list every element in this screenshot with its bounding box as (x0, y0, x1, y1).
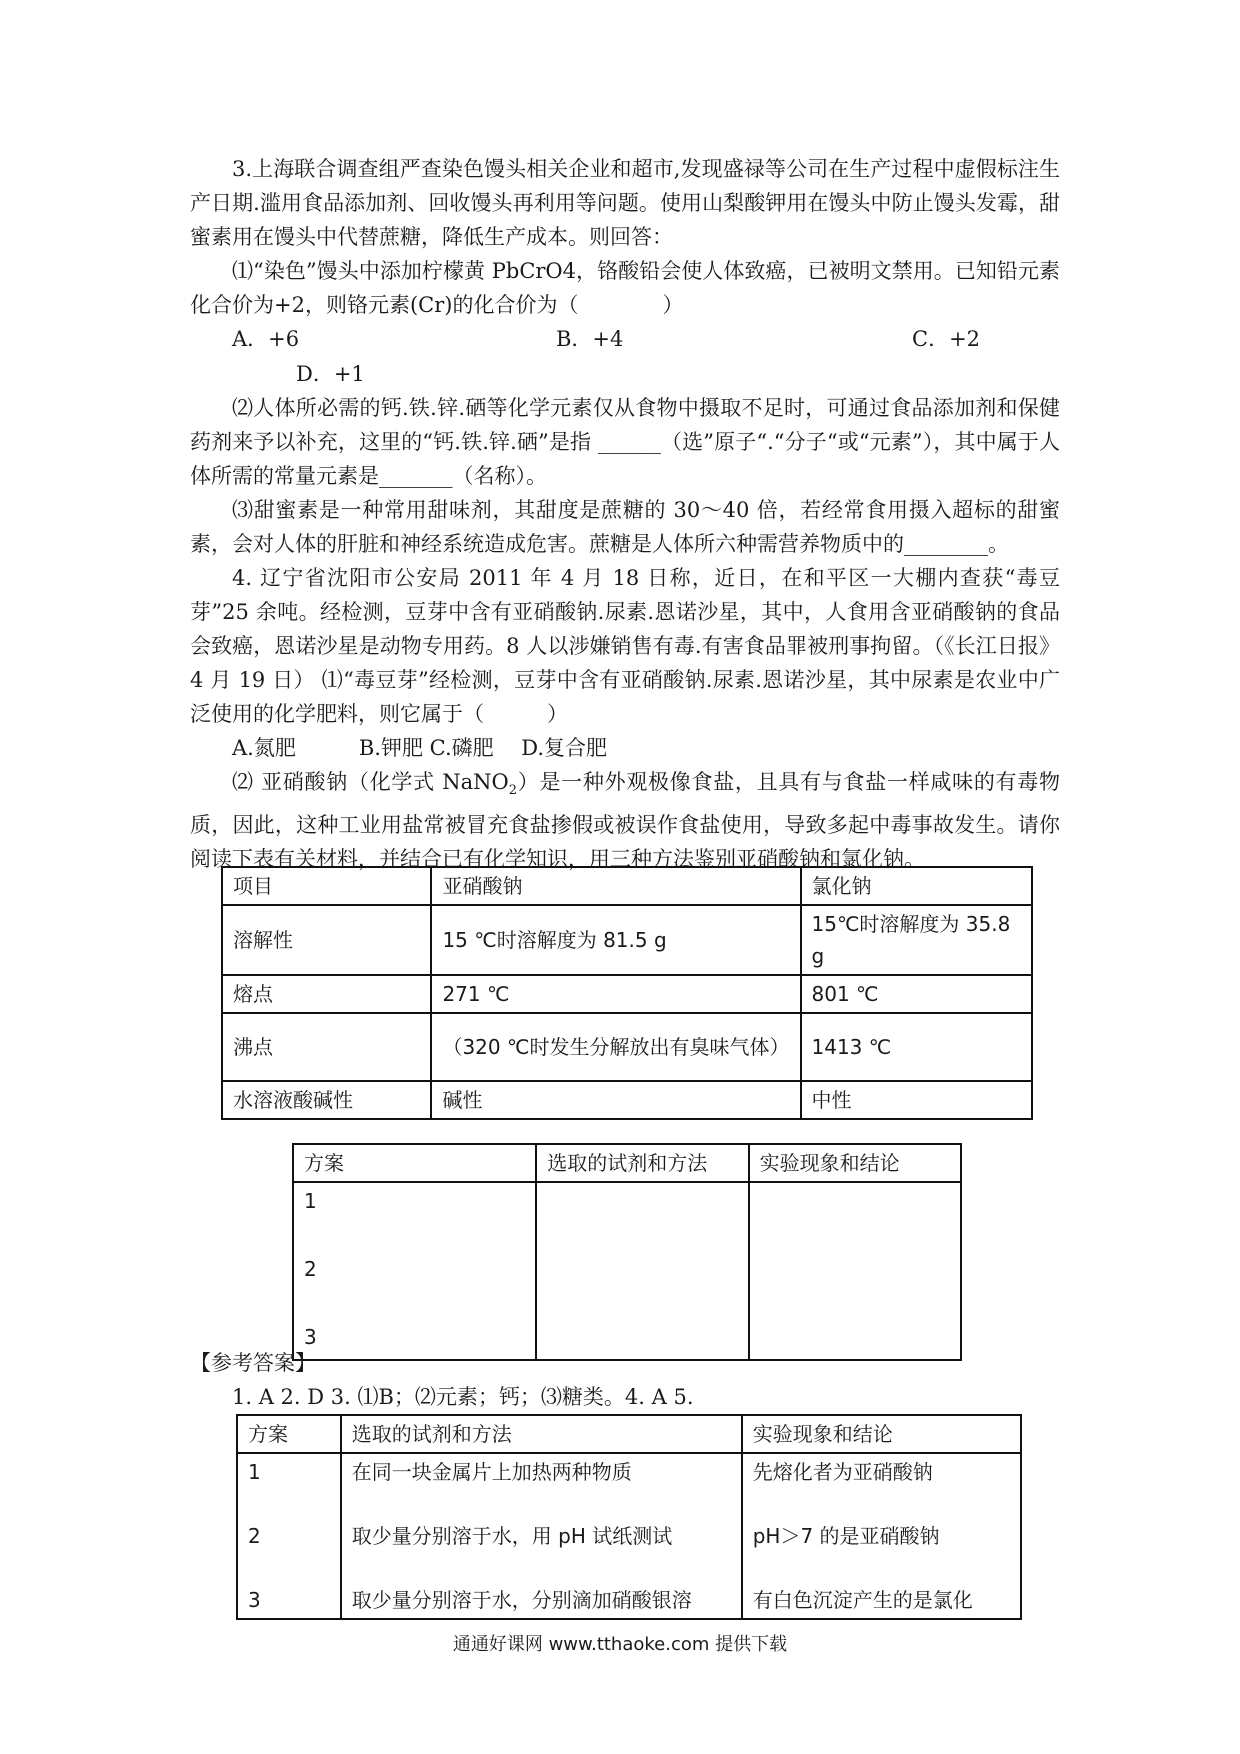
table-row (293, 1144, 961, 1182)
table-cell: 沸点 (222, 1013, 431, 1081)
table-header-cell: 氯化钠 (801, 867, 1033, 905)
q3-part2: ⑵人体所必需的钙.铁.锌.硒等化学元素仅从食物中摄取不足时，可通过食品添加剂和保健药剂来予以补充，这里的“钙.铁.锌.硒”是指 ______（选”原子“.“分子“或“元素”），其中属于人体所需的常量元素是_______（名称）。 (190, 396, 1060, 488)
table-header-cell: 实验现象和结论 (749, 1144, 961, 1182)
table-row (222, 905, 1032, 975)
table-cell-blank (749, 1182, 961, 1360)
table-cell: 2 (293, 1243, 536, 1311)
plan-table-blank (292, 1143, 962, 1361)
q3-intro: 3.上海联合调查组严查染色馒头相关企业和超市,发现盛禄等公司在生产过程中虚假标注生产日期.滥用食品添加剂、回收馒头再利用等问题。使用山梨酸钾用在馒头中防止馒头发霉，甜蜜素用在馒头中代替蔗糖，降低生产成本。则回答： (190, 157, 1060, 249)
properties-table (221, 866, 1033, 1120)
table-row (237, 1518, 1021, 1582)
table-cell: 3 (237, 1582, 341, 1619)
q4-part2-text-a: ⑵ 亚硝酸钠（化学式 NaNO (232, 770, 509, 794)
answers-heading: 【参考答案】 (190, 1351, 316, 1375)
q4-part2-subscript: 2 (508, 783, 518, 799)
plan-table-answers (236, 1414, 1022, 1620)
table-row (222, 975, 1032, 1013)
table-header-cell: 项目 (222, 867, 431, 905)
q4-part2-text-b: ）是一种外观极像食盐，且具有与食盐一样咸味的有毒物质，因此，这种工业用盐常被冒充食盐掺假或被误作食盐使用，导致多起中毒事故发生。请你阅读下表有关材料，并结合已有化学知识，用三种方法鉴别亚硝酸钠和氯化钠。 (190, 770, 1060, 872)
table-cell: 熔点 (222, 975, 431, 1013)
q3-option-c: C．+2 (912, 327, 981, 351)
table-row (222, 1081, 1032, 1119)
table-header-cell: 方案 (237, 1415, 341, 1453)
table-cell: 2 (237, 1518, 341, 1582)
q3-option-b: B．+4 (556, 327, 624, 351)
q3-option-d: D．+1 (296, 362, 365, 386)
table-cell: （320 ℃时发生分解放出有臭味气体） (431, 1013, 800, 1081)
table-cell: 801 ℃ (801, 975, 1033, 1013)
table-header-cell: 实验现象和结论 (742, 1415, 1021, 1453)
page-footer: 通通好课网 www.tthaoke.com 提供下载 (452, 1634, 788, 1655)
table-cell: 15 ℃时溶解度为 81.5 g (431, 905, 800, 975)
q3-option-a: A．+6 (232, 327, 300, 351)
table-cell: 溶解性 (222, 905, 431, 975)
table-header-cell: 方案 (293, 1144, 536, 1182)
q4-part2 (190, 765, 1060, 876)
table-cell: 取少量分别溶于水，用 pH 试纸测试 (341, 1518, 742, 1582)
table-cell: 有白色沉淀产生的是氯化 (742, 1582, 1021, 1619)
table-cell: 碱性 (431, 1081, 800, 1119)
table-row (293, 1182, 961, 1243)
q3-part3: ⑶甜蜜素是一种常用甜味剂，其甜度是蔗糖的 30～40 倍，若经常食用摄入超标的甜蜜素，会对人体的肝脏和神经系统造成危害。蔗糖是人体所六种需营养物质中的________。 (190, 498, 1060, 556)
table-cell: 在同一块金属片上加热两种物质 (341, 1453, 742, 1518)
table-cell: 取少量分别溶于水，分别滴加硝酸银溶 (341, 1582, 742, 1619)
table-row (222, 867, 1032, 905)
q3-part1: ⑴“染色”馒头中添加柠檬黄 PbCrO4，铬酸铅会使人体致癌，已被明文禁用。已知铅元素化合价为+2，则铬元素(Cr)的化合价为（ ） (190, 259, 1060, 317)
table-cell: 3 (293, 1311, 536, 1360)
q4-intro: 4. 辽宁省沈阳市公安局 2011 年 4 月 18 日称，近日，在和平区一大棚内查获“毒豆芽”25 余吨。经检测，豆芽中含有亚硝酸钠.尿素.恩诺沙星，其中，人食用含亚硝酸钠的食品会致癌，恩诺沙星是动物专用药。8 人以涉嫌销售有毒.有害食品罪被刑事拘留。（《长江日报》 4 月 19 日） ⑴“毒豆芽”经检测，豆芽中含有亚硝酸钠.尿素.恩诺沙星，其中尿素是农业中广泛使用的化学肥料，则它属于（ ） (190, 566, 1060, 726)
table-cell: 1 (293, 1182, 536, 1243)
table-cell: pH＞7 的是亚硝酸钠 (742, 1518, 1021, 1582)
table-cell: 水溶液酸碱性 (222, 1081, 431, 1119)
table-cell: 271 ℃ (431, 975, 800, 1013)
table-cell: 先熔化者为亚硝酸钠 (742, 1453, 1021, 1518)
table-row (237, 1415, 1021, 1453)
table-row (222, 1013, 1032, 1081)
table-cell-blank (536, 1182, 748, 1360)
table-cell: 1 (237, 1453, 341, 1518)
answers-line: 1. A 2. D 3. ⑴B；⑵元素；钙；⑶糖类。4. A 5. (232, 1385, 694, 1409)
table-cell: 中性 (801, 1081, 1033, 1119)
q4-options: A.氮肥 B.钾肥 C.磷肥 D.复合肥 (232, 736, 608, 760)
table-header-cell: 选取的试剂和方法 (341, 1415, 742, 1453)
table-cell: 1413 ℃ (801, 1013, 1033, 1081)
table-header-cell: 选取的试剂和方法 (536, 1144, 748, 1182)
table-row (237, 1453, 1021, 1518)
table-cell: 15℃时溶解度为 35.8 g (801, 905, 1033, 975)
table-header-cell: 亚硝酸钠 (431, 867, 800, 905)
table-row (237, 1582, 1021, 1619)
